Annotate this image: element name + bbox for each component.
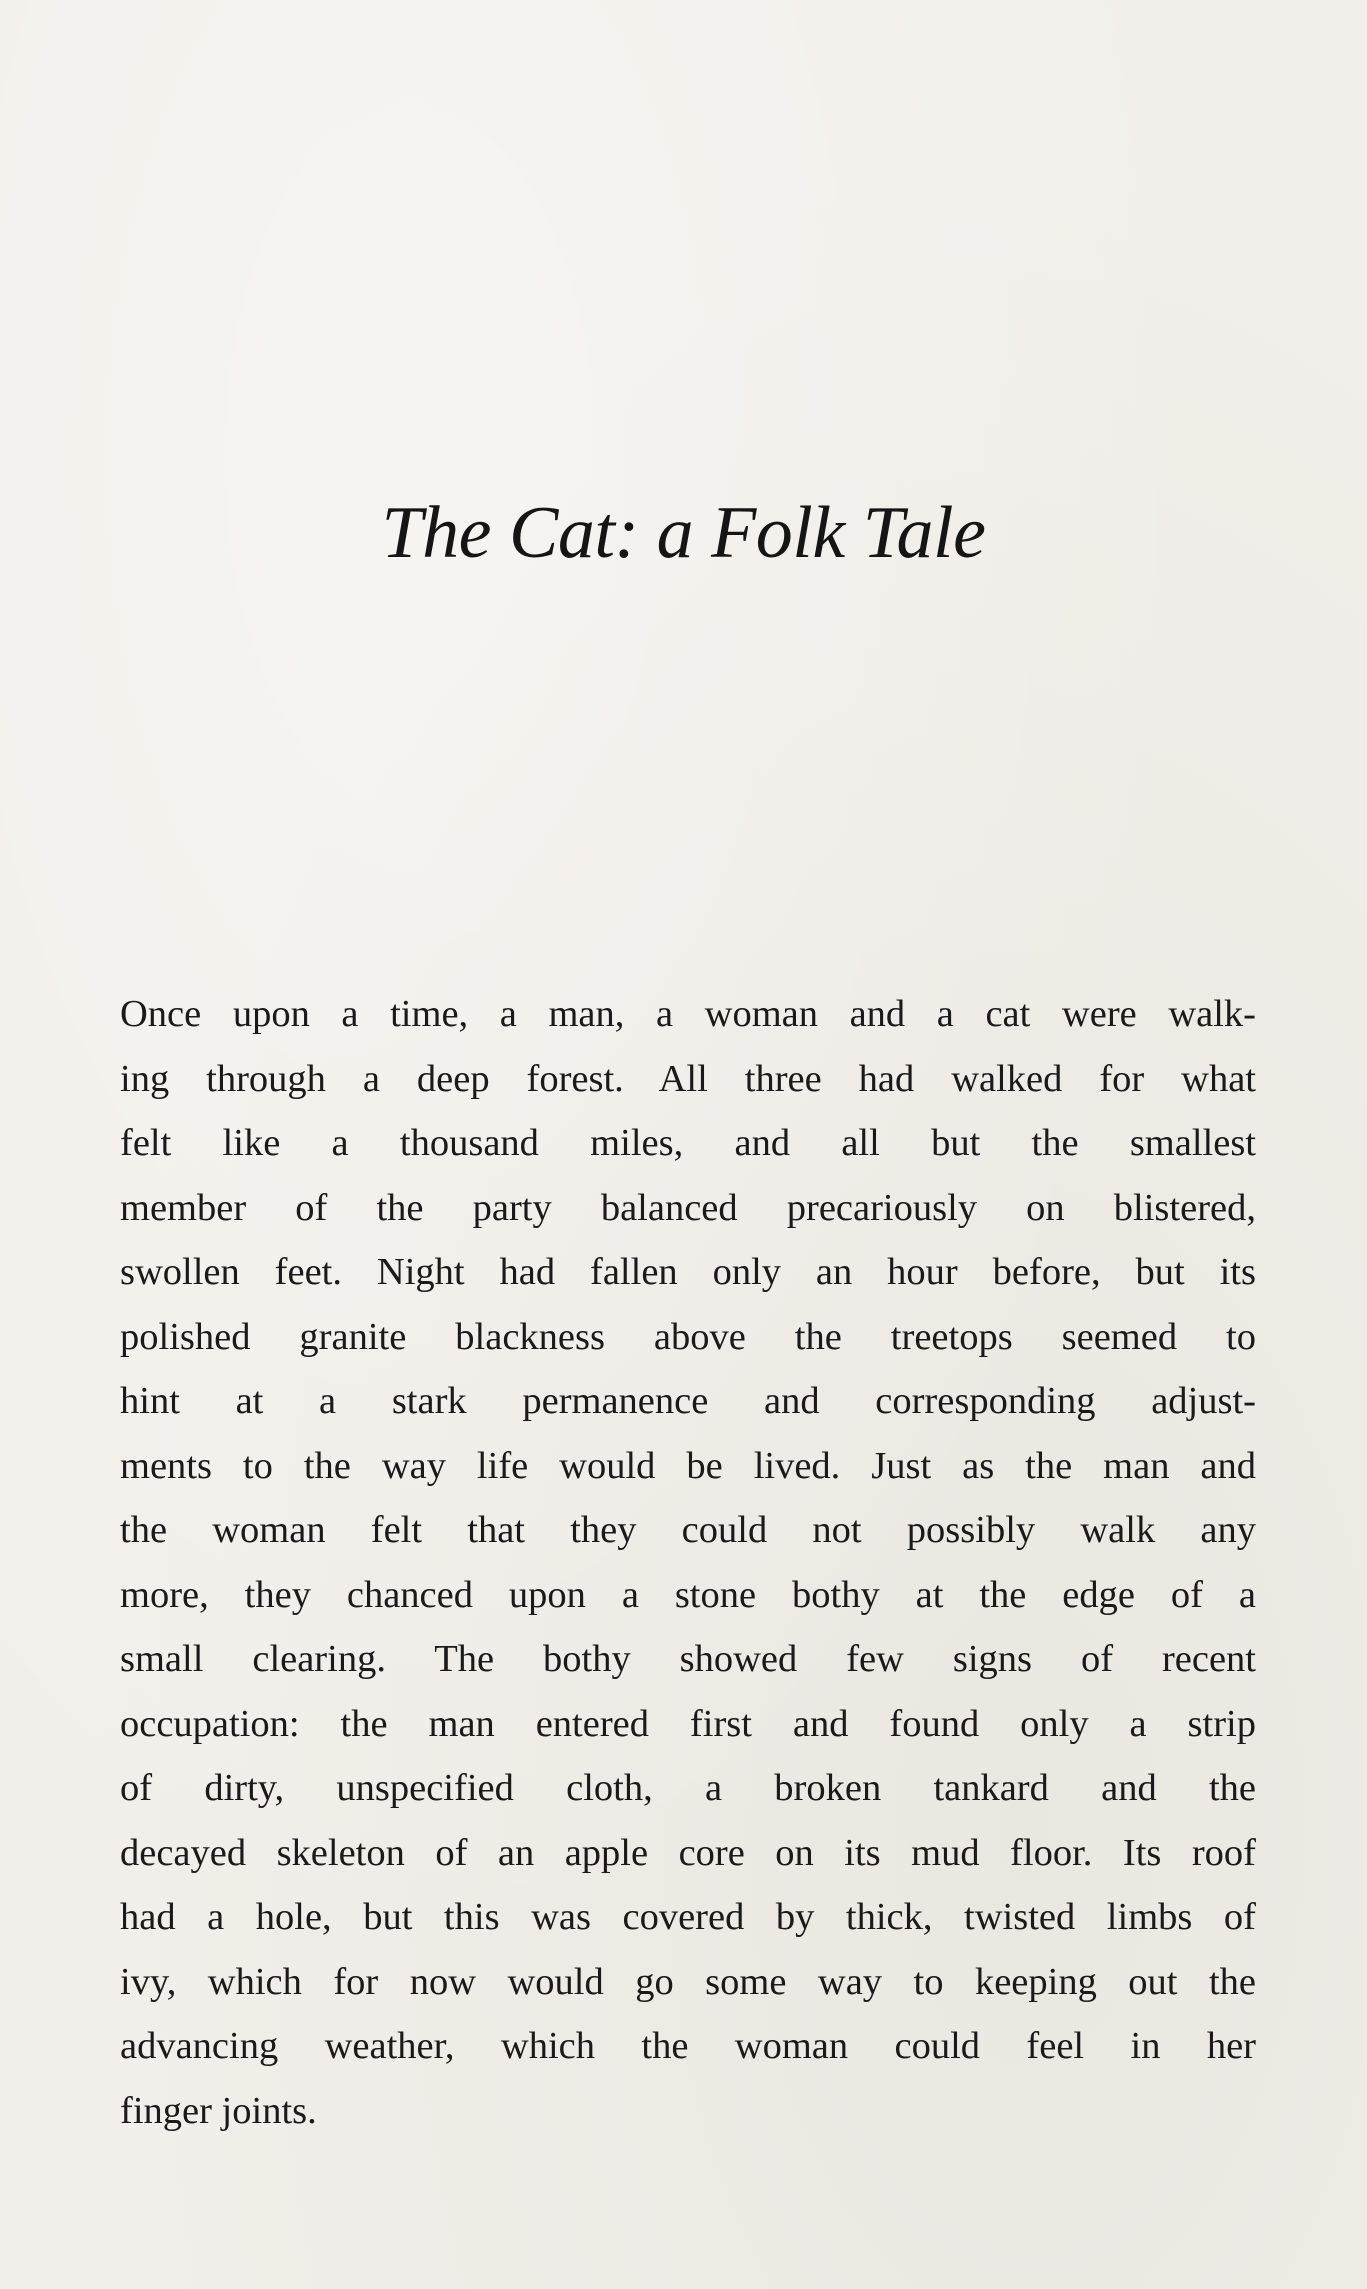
text-line: had a hole, but this was covered by thick, twisted limbs of: [120, 1896, 1256, 1938]
text-line: advancing weather, which the woman could feel in her: [120, 2025, 1256, 2067]
story-paragraph: [120, 982, 1256, 2143]
text-line: member of the party balanced precariously on blistered,: [120, 1186, 1256, 1229]
text-line: hint at a stark permanence and corresponding adjust-: [120, 1380, 1256, 1422]
text-line: ing through a deep forest. All three had walked for what: [120, 1057, 1256, 1100]
text-line: felt like a thousand miles, and all but the smallest: [120, 1122, 1256, 1164]
text-line: ments to the way life would be lived. Just as the man and: [120, 1444, 1256, 1487]
story-title: The Cat: a Folk Tale: [381, 492, 986, 574]
text-line: the woman felt that they could not possibly walk any: [120, 1509, 1256, 1551]
text-line: of dirty, unspecified cloth, a broken tankard and the: [120, 1767, 1256, 1809]
text-line: ivy, which for now would go some way to keeping out the: [120, 1960, 1256, 2003]
text-line: decayed skeleton of an apple core on its mud floor. Its roof: [120, 1831, 1256, 1874]
text-line: finger joints.: [120, 2089, 317, 2132]
text-line: more, they chanced upon a stone bothy at the edge of a: [120, 1573, 1256, 1616]
text-line: swollen feet. Night had fallen only an hour before, but its: [120, 1251, 1256, 1293]
text-line: occupation: the man entered first and found only a strip: [120, 1702, 1256, 1745]
text-line: polished granite blackness above the treetops seemed to: [120, 1315, 1256, 1358]
text-line: Once upon a time, a man, a woman and a cat were walk-: [120, 993, 1256, 1035]
text-line: small clearing. The bothy showed few signs of recent: [120, 1638, 1256, 1680]
